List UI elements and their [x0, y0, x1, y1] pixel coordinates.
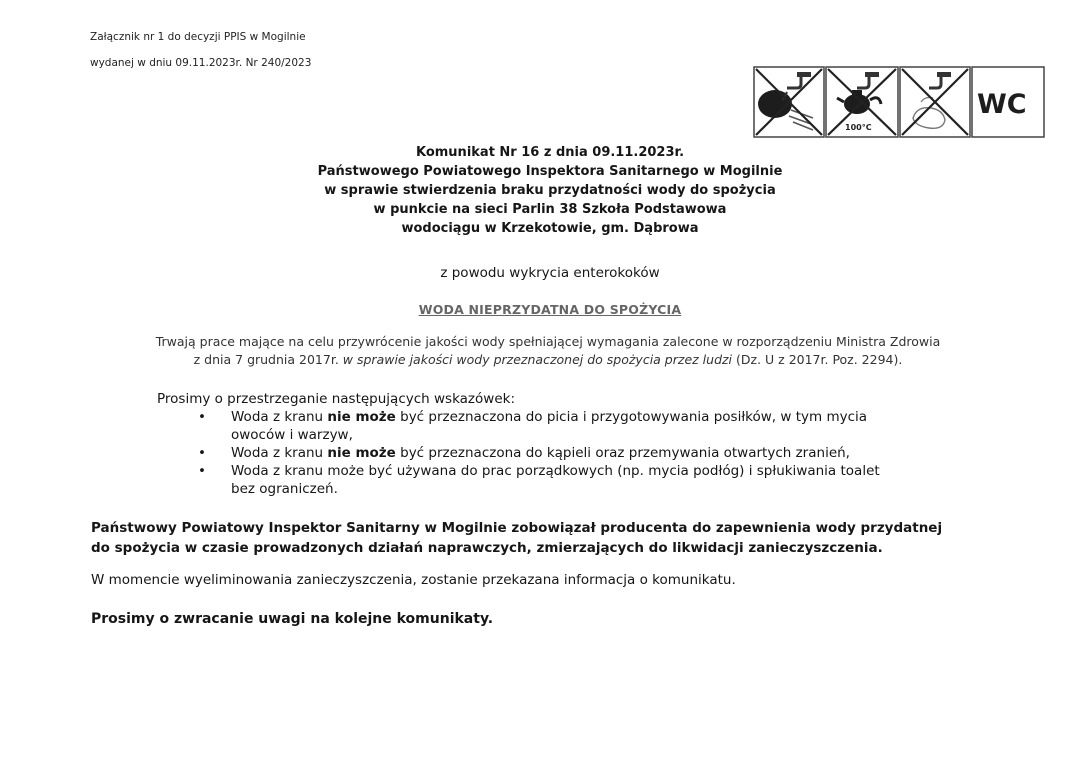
- guidelines-lead: Prosimy o przestrzeganie następujących wskazówek:: [157, 391, 515, 407]
- item-text-after: być przeznaczona do picia i przygotowywania posiłków, w tym mycia: [395, 409, 868, 425]
- intro-paragraph: [88, 333, 1008, 369]
- wc-label: WC: [977, 89, 1027, 120]
- item-text-emphasis: nie może: [327, 409, 396, 425]
- heading-line-3: w sprawie stwierdzenia braku przydatności wody do spożycia: [324, 183, 776, 198]
- annex-reference: [90, 24, 311, 76]
- obligation-paragraph: [91, 518, 1011, 558]
- heading-line-2: Państwowego Powiatowego Inspektora Sanitarnego w Mogilnie: [317, 164, 783, 179]
- heading-line-4: w punkcie na sieci Parlin 38 Szkoła Podstawowa: [373, 202, 727, 217]
- closing-paragraph: Prosimy o zwracanie uwagi na kolejne komunikaty.: [91, 611, 494, 627]
- item-text-continuation: bez ograniczeń.: [231, 481, 338, 497]
- intro-line-1: Trwają prace mające na celu przywrócenie jakości wody spełniającej wymagania zalecone w rozporządzeniu Ministra Zdrowia: [155, 334, 941, 349]
- annex-line-2: wydanej w dniu 09.11.2023r. Nr 240/2023: [90, 57, 312, 69]
- list-item: [195, 462, 995, 498]
- regulation-title: w sprawie jakości wody przeznaczonej do spożycia przez ludzi: [342, 352, 733, 367]
- communique-heading: [200, 143, 900, 238]
- heading-line-1: Komunikat Nr 16 z dnia 09.11.2023r.: [415, 145, 685, 160]
- bullet-marker: •: [198, 409, 206, 425]
- pictogram-strip: [753, 66, 1046, 138]
- item-text: Woda z kranu może być używana do prac porządkowych (np. mycia podłóg) i spłukiwania toalet: [231, 463, 880, 479]
- item-text-after: być przeznaczona do kąpieli oraz przemywania otwartych zranień,: [395, 445, 850, 461]
- item-text-before: Woda z kranu: [231, 409, 328, 425]
- annex-line-1: Załącznik nr 1 do decyzji PPIS w Mogilnie: [90, 31, 306, 43]
- intro-line-2-start: z dnia 7 grudnia 2017r.: [193, 352, 343, 367]
- no-drinking-icon: [754, 67, 824, 137]
- boil-temperature-label: 100°C: [845, 123, 872, 132]
- bullet-marker: •: [198, 463, 206, 479]
- item-text-before: Woda z kranu: [231, 445, 328, 461]
- obligation-line-1: Państwowy Powiatowy Inspektor Sanitarny w Mogilnie zobowiązał producenta do zapewnienia wody przydatnej: [91, 520, 943, 536]
- no-washing-icon: [900, 67, 970, 137]
- item-text-continuation: owoców i warzyw,: [231, 427, 353, 443]
- intro-line-2-end: (Dz. U z 2017r. Poz. 2294).: [732, 352, 903, 367]
- bullet-marker: •: [198, 445, 206, 461]
- reason-text: z powodu wykrycia enterokoków: [440, 265, 660, 281]
- guidelines-list: [195, 408, 995, 498]
- pictogram-svg: [753, 66, 1046, 138]
- list-item: [195, 444, 995, 462]
- intro-line-2: [88, 351, 1008, 369]
- obligation-line-2: do spożycia w czasie prowadzonych działań naprawczych, zmierzających do likwidacji zanieczyszczenia.: [91, 540, 883, 556]
- boil-water-icon: [826, 67, 898, 137]
- list-item: [195, 408, 995, 444]
- info-paragraph: W momencie wyeliminowania zanieczyszczenia, zostanie przekazana informacja o komunikatu.: [91, 572, 736, 588]
- heading-line-5: wodociągu w Krzekotowie, gm. Dąbrowa: [401, 221, 699, 236]
- wc-icon: [972, 67, 1044, 137]
- warning-title: WODA NIEPRZYDATNA DO SPOŻYCIA: [418, 302, 682, 317]
- item-text-emphasis: nie może: [327, 445, 396, 461]
